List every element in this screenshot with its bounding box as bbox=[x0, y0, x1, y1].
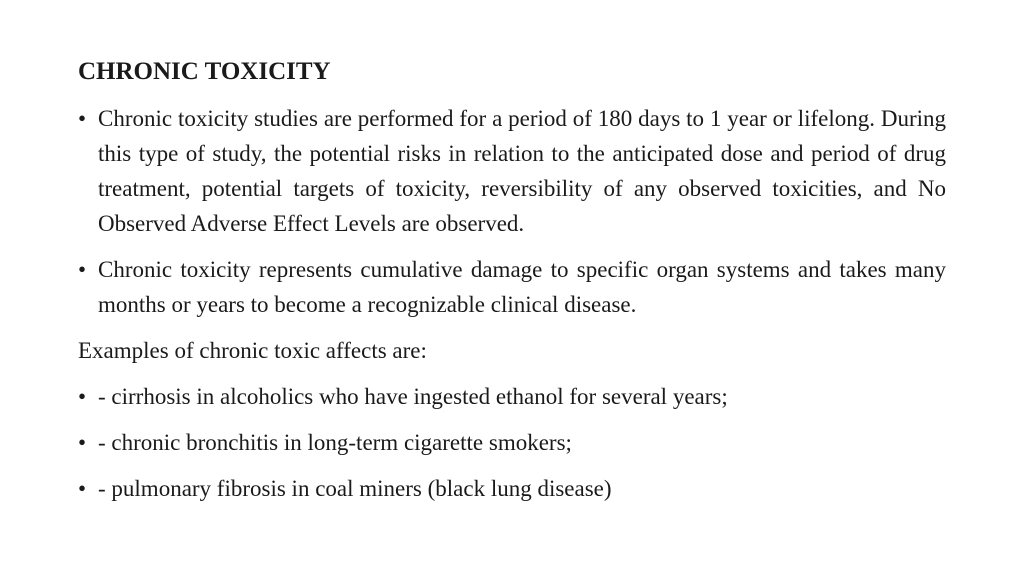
bullet-paragraph bbox=[78, 101, 946, 241]
slide-content bbox=[78, 52, 946, 506]
slide-title: CHRONIC TOXICITY bbox=[78, 58, 331, 85]
examples-intro: Examples of chronic toxic affects are: bbox=[78, 338, 427, 363]
example-item bbox=[78, 471, 946, 506]
example-text: - chronic bronchitis in long-term cigarette smokers; bbox=[98, 430, 572, 455]
bullet-dot-icon: • bbox=[78, 257, 87, 282]
bullet-dot-icon: • bbox=[78, 476, 87, 501]
example-item bbox=[78, 379, 946, 414]
bullet-dot-icon: • bbox=[78, 384, 87, 409]
bullet-paragraph bbox=[78, 252, 946, 322]
bullet-text: Chronic toxicity studies are performed for a period of 180 days to 1 year or lifelong. During this type of study, the potential risks in relation to the anticipated dose and period of drug treatment, potential targets of toxicity, reversibility of any observed toxicities, and No Observed Adverse Effect Levels are observed. bbox=[98, 106, 946, 236]
bullet-text: Chronic toxicity represents cumulative damage to specific organ systems and takes many months or years to become a recognizable clinical disease. bbox=[98, 257, 946, 317]
example-text: - cirrhosis in alcoholics who have ingested ethanol for several years; bbox=[98, 384, 728, 409]
bullet-dot-icon: • bbox=[78, 430, 87, 455]
bullet-dot-icon: • bbox=[78, 106, 87, 131]
example-item bbox=[78, 425, 946, 460]
example-text: - pulmonary fibrosis in coal miners (black lung disease) bbox=[98, 476, 612, 501]
